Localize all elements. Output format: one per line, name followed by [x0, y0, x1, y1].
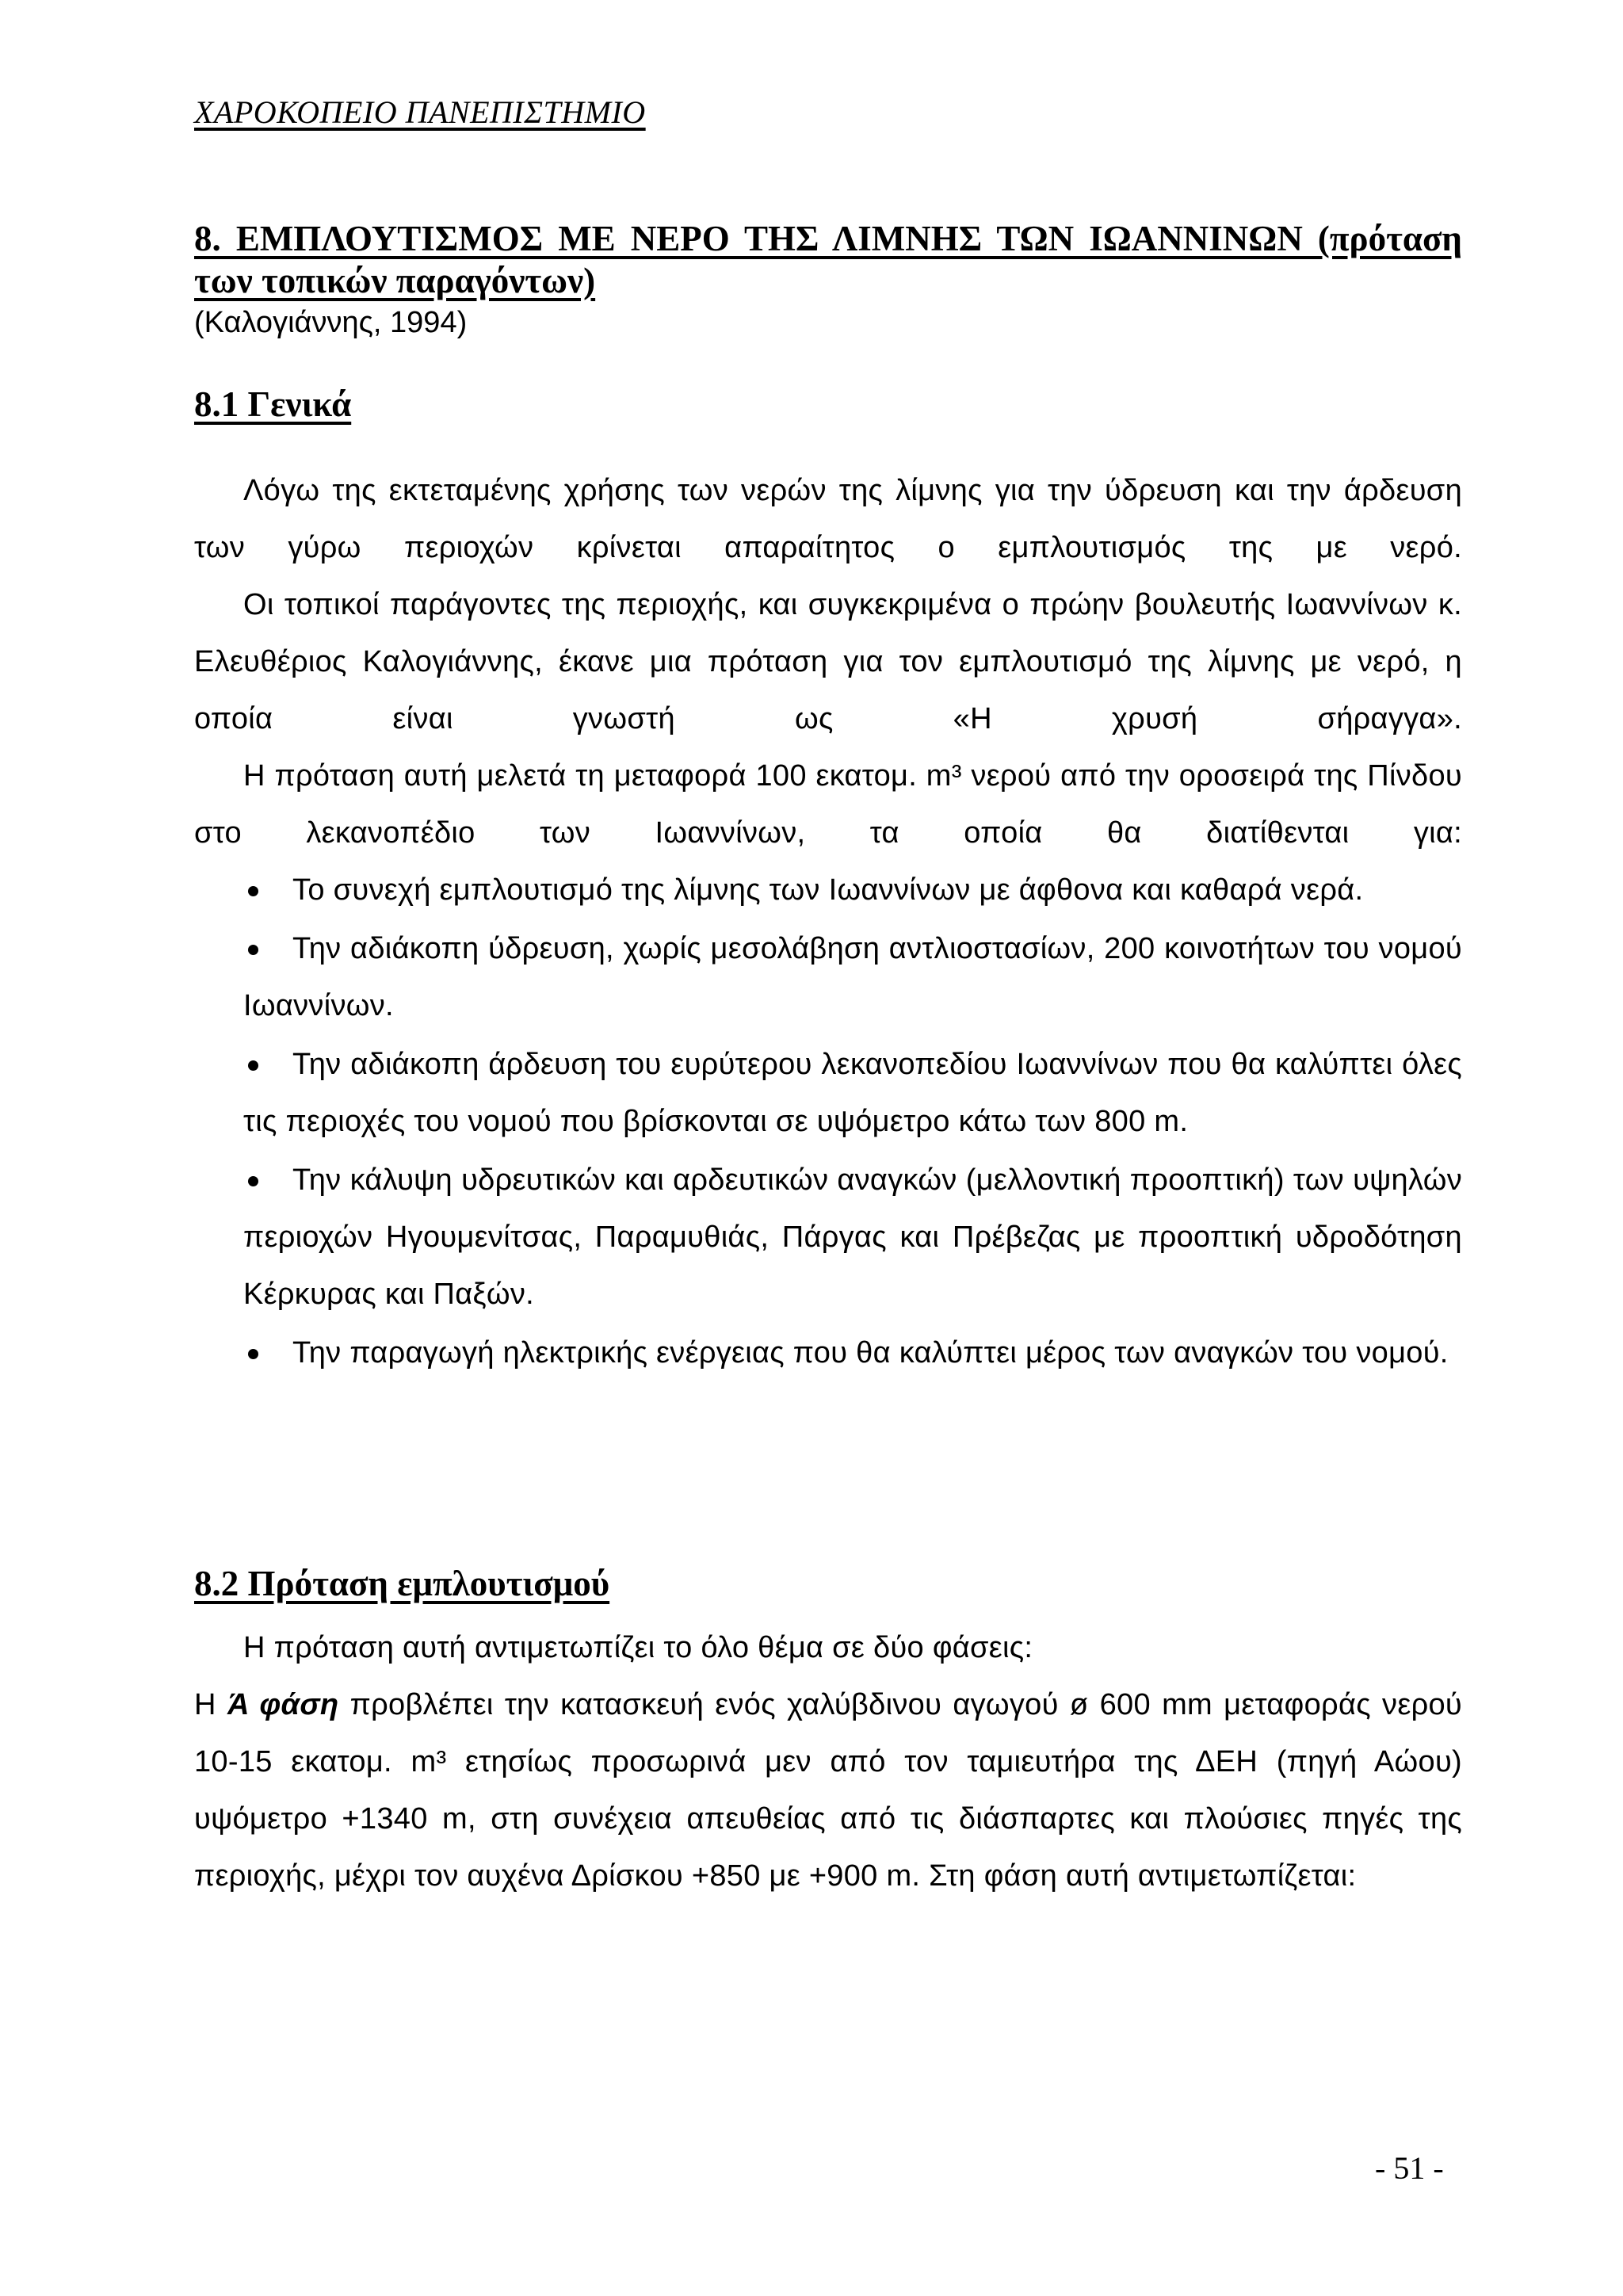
paragraph-local-proposal: Οι τοπικοί παράγοντες της περιοχής, και συγκεκριμένα ο πρώην βουλευτής Ιωαννίνων κ. Ελευθέριος Καλογιάννης, έκανε μια πρόταση για τον εμπλουτισμό της λίμνης με νερό, η οποία είναι γνωστή ως «Η χρυσή σήραγγα». — [194, 588, 1462, 735]
list-item: Την αδιάκοπη άρδευση του ευρύτερου λεκανοπεδίου Ιωαννίνων που θα καλύπτει όλες τις περιοχές του νομού που βρίσκονται σε υψόμετρο κάτω των 800 m. — [243, 1048, 1462, 1138]
list-item: Το συνεχή εμπλουτισμό της λίμνης των Ιωαννίνων με άφθονα και καθαρά νερά. — [194, 861, 1462, 919]
chapter-citation: (Καλογιάννης, 1994) — [194, 306, 468, 339]
phase-a-label: Ά φάση — [227, 1688, 339, 1721]
chapter-title: 8. ΕΜΠΛΟΥΤΙΣΜΟΣ ΜΕ ΝΕΡΟ ΤΗΣ ΛΙΜΝΗΣ ΤΩΝ ΙΩΑΝΝΙΝΩΝ (πρόταση των τοπικών παραγόντων) — [194, 219, 1462, 300]
page-number: - 51 - — [1375, 2150, 1444, 2186]
paragraph-lake-use: Λόγω της εκτεταμένης χρήσης των νερών της λίμνης για την ύδρευση και την άρδευση των γύρω περιοχών κρίνεται απαραίτητος ο εμπλουτισμός της με νερό. — [194, 474, 1462, 564]
bullet-icon — [248, 945, 258, 955]
section-heading-8-2: 8.2 Πρόταση εμπλουτισμού — [194, 1564, 610, 1603]
running-header: ΧΑΡΟΚΟΠΕΙΟ ΠΑΝΕΠΙΣΤΗΜΙΟ — [194, 94, 646, 130]
paragraph-phases-intro: Η πρόταση αυτή αντιμετωπίζει το όλο θέμα σε δύο φάσεις: — [243, 1631, 1033, 1664]
section-heading-8-1: 8.1 Γενικά — [194, 384, 352, 424]
purpose-bullet-list — [194, 861, 1462, 1383]
list-item: Την παραγωγή ηλεκτρικής ενέργειας που θα καλύπτει μέρος των αναγκών του νομού. — [194, 1324, 1462, 1381]
bullet-icon — [248, 1176, 258, 1186]
list-item: Την κάλυψη υδρευτικών και αρδευτικών αναγκών (μελλοντική προοπτική) των υψηλών περιοχών Ηγουμενίτσας, Παραμυθιάς, Πάργας και Πρέβεζας με προοπτική υδροδότηση Κέρκυρας και Παξών. — [243, 1163, 1462, 1311]
paragraph-phase-a: Η Ά φάση προβλέπει την κατασκευή ενός χαλύβδινου αγωγού ø 600 mm μεταφοράς νερού 10-15 εκατομ. m³ ετησίως προσωρινά μεν από τον ταμιευτήρα της ΔΕΗ (πηγή Αώου) υψόμετρο +1340 m, στη συνέχεια απευθείας από τις διάσπαρτες και πλούσιες πηγές της περιοχής, μέχρι τον αυχένα Δρίσκου +850 με +900 m. Στη φάση αυτή αντιμετωπίζεται: — [194, 1688, 1462, 1893]
paragraph-proposal-study: Η πρόταση αυτή μελετά τη μεταφορά 100 εκατομ. m³ νερού από την οροσειρά της Πίνδου στο λεκανοπέδιο των Ιωαννίνων, τα οποία θα διατίθενται για: — [194, 759, 1462, 850]
bullet-icon — [248, 1060, 258, 1071]
list-item: Την αδιάκοπη ύδρευση, χωρίς μεσολάβηση αντλιοστασίων, 200 κοινοτήτων του νομού Ιωαννίνων. — [243, 932, 1462, 1022]
bullet-icon — [248, 886, 258, 896]
bullet-icon — [248, 1349, 258, 1359]
